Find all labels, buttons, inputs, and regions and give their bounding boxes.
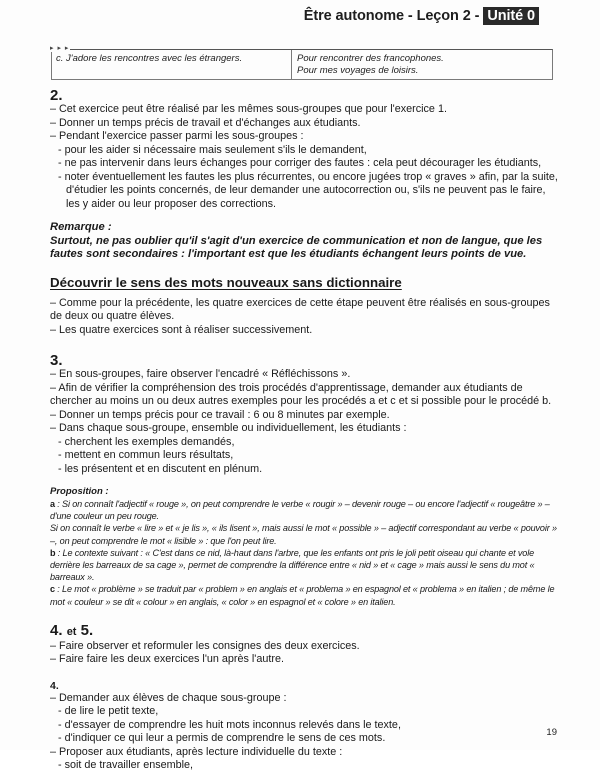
unit-badge: Unité 0 xyxy=(483,7,539,25)
continuation-arrows-icon: ▸ ▸ ▸ xyxy=(50,45,70,52)
list-item: – En sous-groupes, faire observer l'encadré « Réfléchissons ». xyxy=(50,368,351,380)
proposition-b xyxy=(50,547,562,584)
list-item: – Dans chaque sous-groupe, ensemble ou individuellement, les étudiants : xyxy=(50,422,407,434)
proposition-a-2: Si on connaît le verbe « lire » et « je lis », « ils lisent », mais aussi le mot « possible » – adjectif correspondant au verbe « pouvoir » –, on peut comprendre le mot « lisible » : que l'on peut lire. xyxy=(50,523,557,546)
proposition-label: a xyxy=(50,499,55,509)
section-number-a: 4. xyxy=(50,621,63,639)
section-4-5 xyxy=(50,623,562,667)
list-item: – Faire faire les deux exercices l'un après l'autre. xyxy=(50,653,284,666)
proposition-text: : Le contexte suivant : « C'est dans ce nid, là-haut dans l'arbre, que les enfants ont pris le joli petit oiseau qui chante et vole derrière les barreaux de sa cage », permet de comprendre la différence entre « nid » et « cage » mais aussi le sens du mot « barreaux ». xyxy=(50,547,535,583)
sub-list-item: - pour les aider si nécessaire mais seulement s'ils le demandent, xyxy=(58,143,367,156)
section-number xyxy=(50,623,562,640)
proposition-c xyxy=(50,583,562,607)
proposition-a xyxy=(50,498,562,522)
sub-list-item: - mettent en commun leurs résultats, xyxy=(58,449,234,461)
page-number: 19 xyxy=(546,727,557,738)
sub-list-item: - de lire le petit texte, xyxy=(58,705,159,718)
proposition-label: c xyxy=(50,584,55,595)
table-cell-line: Pour rencontrer des francophones. xyxy=(297,53,444,64)
proposition-title: Proposition : xyxy=(50,486,109,497)
list-item: – Afin de vérifier la compréhension des trois procédés d'apprentissage, demander aux étudiants de chercher au moins un ou deux autres exemples pour les procédés a et c et si possible pour le procédé b. xyxy=(50,381,552,407)
list-item: – Demander aux élèves de chaque sous-groupe : xyxy=(50,691,287,704)
section-3 xyxy=(50,353,562,608)
example-table xyxy=(50,45,553,80)
section-number: 4. xyxy=(50,679,59,692)
sub-list-item: - noter éventuellement les fautes les plus récurrentes, ou encore jugées trop « graves » afin, par la suite, d'étudier les points concernés, de leur demander une autocorrection ou, s'ils ne peuvent pas le faire, les y aider ou leur proposer des corrections. xyxy=(58,170,558,210)
proposition-label: b xyxy=(50,547,56,558)
section-discover xyxy=(50,275,562,338)
list-item: – Pendant l'exercice passer parmi les sous-groupes : xyxy=(50,130,304,142)
running-header xyxy=(304,7,539,25)
table-cell-right xyxy=(292,50,552,79)
sub-list-item: - soit de travailler ensemble, xyxy=(58,759,194,772)
list-item: – Cet exercice peut être réalisé par les mêmes sous-groupes que pour l'exercice 1. xyxy=(50,103,447,115)
section-number: 3. xyxy=(50,352,63,369)
sub-list-item: - les présentent et en discutent en plénum. xyxy=(58,462,263,475)
section-2 xyxy=(50,88,562,262)
table-cell-line: Pour mes voyages de loisirs. xyxy=(297,64,419,76)
sub-list-item: - d'essayer de comprendre les huit mots inconnus relevés dans le texte, xyxy=(58,718,401,731)
section-connector: et xyxy=(66,625,77,638)
table-cell-left: c. J'adore les rencontres avec les étrangers. xyxy=(52,50,292,79)
page-content xyxy=(50,88,562,773)
remark-title: Remarque : xyxy=(50,221,112,233)
list-item: – Les quatre exercices sont à réaliser successivement. xyxy=(50,323,313,336)
sub-list-item: - ne pas intervenir dans leurs échanges pour corriger des fautes : cela peut décourager les étudiants, xyxy=(58,157,542,169)
list-item: – Proposer aux étudiants, après lecture individuelle du texte : xyxy=(50,745,343,758)
sub-list-item: - d'indiquer ce qui leur a permis de comprendre le sens de ces mots. xyxy=(58,732,386,745)
list-item: – Faire observer et reformuler les consignes des deux exercices. xyxy=(50,639,360,652)
sub-list-item: - cherchent les exemples demandés, xyxy=(58,435,235,448)
section-number-b: 5. xyxy=(80,621,94,639)
section-number: 2. xyxy=(50,87,63,104)
proposition-text: : Le mot « problème » se traduit par « problem » en anglais et « problema » en espagnol et « problema » en italien ; de même le mot « couleur » se dit « colour » en anglais, « color » en espagnol et « colore » en italien. xyxy=(50,584,555,607)
list-item: – Comme pour la précédente, les quatre exercices de cette étape peuvent être réalisés en sous-groupes de deux ou quatre élèves. xyxy=(50,296,550,322)
section-4 xyxy=(50,680,562,773)
remark-text: Surtout, ne pas oublier qu'il s'agit d'un exercice de communication et non de langue, que les fautes sont secondaires : l'important est que les étudiants échangent leurs points de vue. xyxy=(50,234,543,260)
list-item: – Donner un temps précis de travail et d'échanges aux étudiants. xyxy=(50,116,361,129)
list-item: – Donner un temps précis pour ce travail : 6 ou 8 minutes par exemple. xyxy=(50,408,390,421)
header-title: Être autonome - Leçon 2 - xyxy=(303,8,480,24)
proposition-text: : Si on connaît l'adjectif « rouge », on peut comprendre le verbe « rougir » – devenir rouge – ou encore l'adjectif « rougeâtre » – d'une couleur un peu rouge. xyxy=(50,499,550,522)
section-heading: Découvrir le sens des mots nouveaux sans dictionnaire xyxy=(50,274,402,290)
